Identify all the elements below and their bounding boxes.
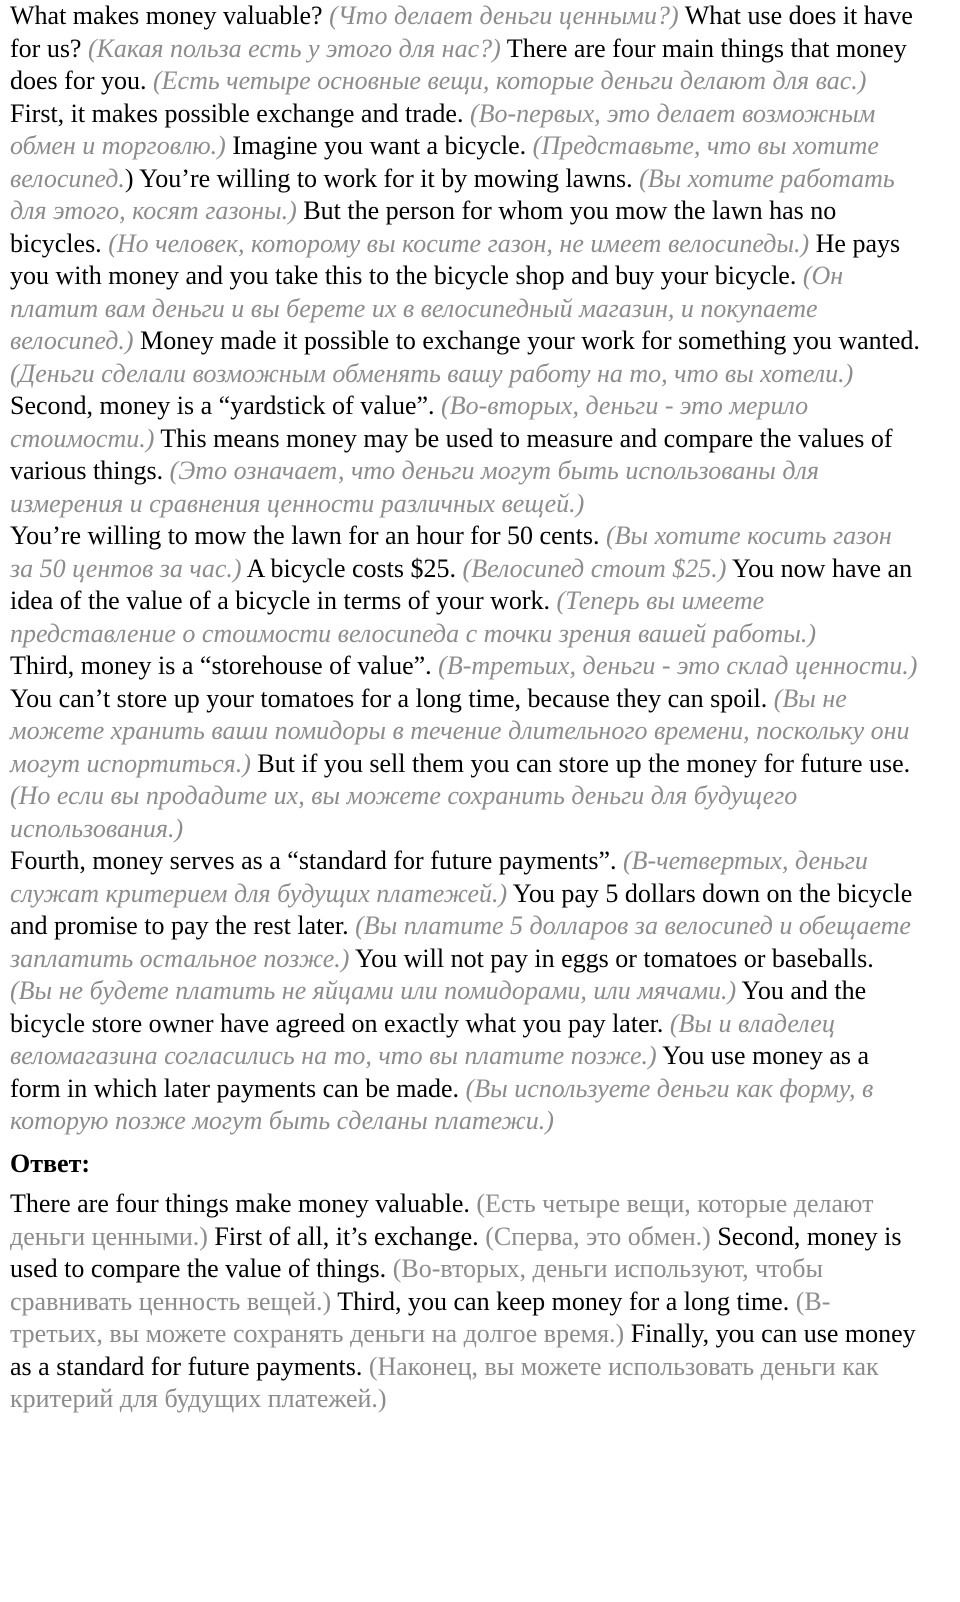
russian-translation: (Вы хотите работать для этого, косят газоны.): [10, 163, 895, 225]
russian-translation: (Вы и владелец веломагазина согласились на то, что вы платите позже.): [10, 1008, 835, 1070]
english-sentence: You’re willing to mow the lawn for an hour for 50 cents.: [10, 521, 606, 550]
english-sentence: What makes money valuable?: [10, 1, 330, 30]
english-sentence: ) You’re willing to work for it by mowing lawns.: [124, 163, 640, 193]
passage-paragraph: [10, 520, 920, 650]
english-sentence: Second, money is used to compare the value of things.: [10, 1221, 902, 1283]
english-sentence: He pays you with money and you take this to the bicycle shop and buy your bicycle.: [10, 228, 901, 290]
passage-paragraph: [10, 845, 920, 1138]
russian-translation: (Но если вы продадите их, вы можете сохранить деньги для будущего использования.): [10, 781, 798, 843]
english-sentence: A bicycle costs $25.: [241, 553, 463, 583]
russian-translation: (Вы не можете хранить ваши помидоры в течение длительного времени, поскольку они могут испортиться.): [10, 683, 910, 778]
russian-translation: (Во-вторых, деньги - это мерило стоимости.): [10, 391, 809, 453]
russian-translation: (Во-первых, это делает возможным обмен и торговлю.): [10, 98, 876, 160]
russian-translation: (Во-вторых, деньги используют, чтобы сравнивать ценность вещей.): [10, 1254, 823, 1316]
english-sentence: There are four things make money valuable.: [10, 1189, 477, 1218]
english-sentence: But if you sell them you can store up the money for future use.: [250, 748, 911, 778]
russian-translation: (Вы хотите косить газон за 50 центов за час.): [10, 521, 892, 583]
english-sentence: There are four main things that money does for you.: [10, 33, 907, 95]
russian-translation: (Представьте, что вы хотите велосипед.: [10, 131, 879, 193]
english-sentence: Third, you can keep money for a long time.: [331, 1286, 796, 1316]
passage-paragraph: [10, 0, 920, 98]
answer-paragraph: [10, 1188, 920, 1416]
english-sentence: Fourth, money serves as a “standard for future payments”.: [10, 846, 623, 875]
english-sentence: First, it makes possible exchange and trade.: [10, 98, 470, 128]
english-sentence: Third, money is a “storehouse of value”.: [10, 651, 439, 680]
russian-translation: (Какая польза есть у этого для нас?): [87, 33, 501, 63]
english-sentence: Finally, you can use money as a standard for future payments.: [10, 1319, 916, 1381]
english-sentence: Imagine you want a bicycle.: [225, 131, 533, 160]
russian-translation: (Вы не будете платить не яйцами или помидорами, или мячами.): [10, 976, 737, 1005]
russian-translation: (Теперь вы имеете представление о стоимости велосипеда с точки зрения вашей работы.): [10, 586, 816, 648]
russian-translation: (Вы платите 5 долларов за велосипед и обещаете заплатить остальное позже.): [10, 911, 911, 973]
bilingual-passage: [10, 0, 920, 1138]
russian-translation: (Сперва, это обмен.): [485, 1221, 711, 1251]
english-sentence: First of all, it’s exchange.: [207, 1221, 486, 1251]
russian-translation: (Он платит вам деньги и вы берете их в велосипедный магазин, и покупаете велосипед.): [10, 261, 844, 355]
english-sentence: Second, money is a “yardstick of value”.: [10, 391, 442, 420]
russian-translation: (Есть четыре основные вещи, которые деньги делают для вас.): [152, 66, 867, 95]
english-sentence: You and the bicycle store owner have agreed on exactly what you pay later.: [10, 976, 867, 1038]
russian-translation: (Это означает, что деньги могут быть использованы для измерения и сравнения ценности различных вещей.): [10, 456, 819, 518]
russian-translation: (Деньги сделали возможным обменять вашу работу на то, что вы хотели.): [10, 358, 854, 388]
answer-section: [10, 1188, 920, 1416]
english-sentence: You use money as a form in which later payments can be made.: [10, 1041, 870, 1103]
english-sentence: But the person for whom you mow the lawn has no bicycles.: [10, 196, 837, 258]
russian-translation: (Велосипед стоит $25.): [462, 553, 727, 583]
russian-translation: (Что делает деньги ценными?): [329, 1, 679, 30]
english-sentence: You will not pay in eggs or tomatoes or baseballs.: [349, 943, 874, 973]
english-sentence: This means money may be used to measure and compare the values of various things.: [10, 423, 893, 485]
russian-translation: (В-четвертых, деньги служат критерием для будущих платежей.): [10, 846, 868, 908]
russian-translation: (Но человек, которому вы косите газон, не имеет велосипеды.): [108, 228, 810, 258]
russian-translation: (В-третьих, деньги - это склад ценности.): [438, 651, 918, 680]
answer-heading: Ответ:: [10, 1148, 91, 1178]
english-sentence: What use does it have for us?: [10, 1, 913, 63]
russian-translation: (Вы используете деньги как форму, в которую позже могут быть сделаны платежи.): [10, 1073, 874, 1135]
english-sentence: You pay 5 dollars down on the bicycle and promise to pay the rest later.: [10, 878, 913, 940]
russian-translation: (Наконец, вы можете использовать деньги как критерий для будущих платежей.): [10, 1351, 879, 1413]
russian-translation: (В-третьих, вы можете сохранять деньги на долгое время.): [10, 1286, 831, 1348]
passage-paragraph: [10, 390, 920, 520]
russian-translation: (Есть четыре вещи, которые делают деньги ценными.): [10, 1189, 874, 1251]
passage-paragraph: [10, 98, 920, 391]
english-sentence: You now have an idea of the value of a bicycle in terms of your work.: [10, 553, 913, 615]
passage-paragraph: [10, 650, 920, 845]
english-sentence: Money made it possible to exchange your work for something you wanted.: [133, 326, 920, 355]
english-sentence: You can’t store up your tomatoes for a long time, because they can spoil.: [10, 683, 774, 713]
